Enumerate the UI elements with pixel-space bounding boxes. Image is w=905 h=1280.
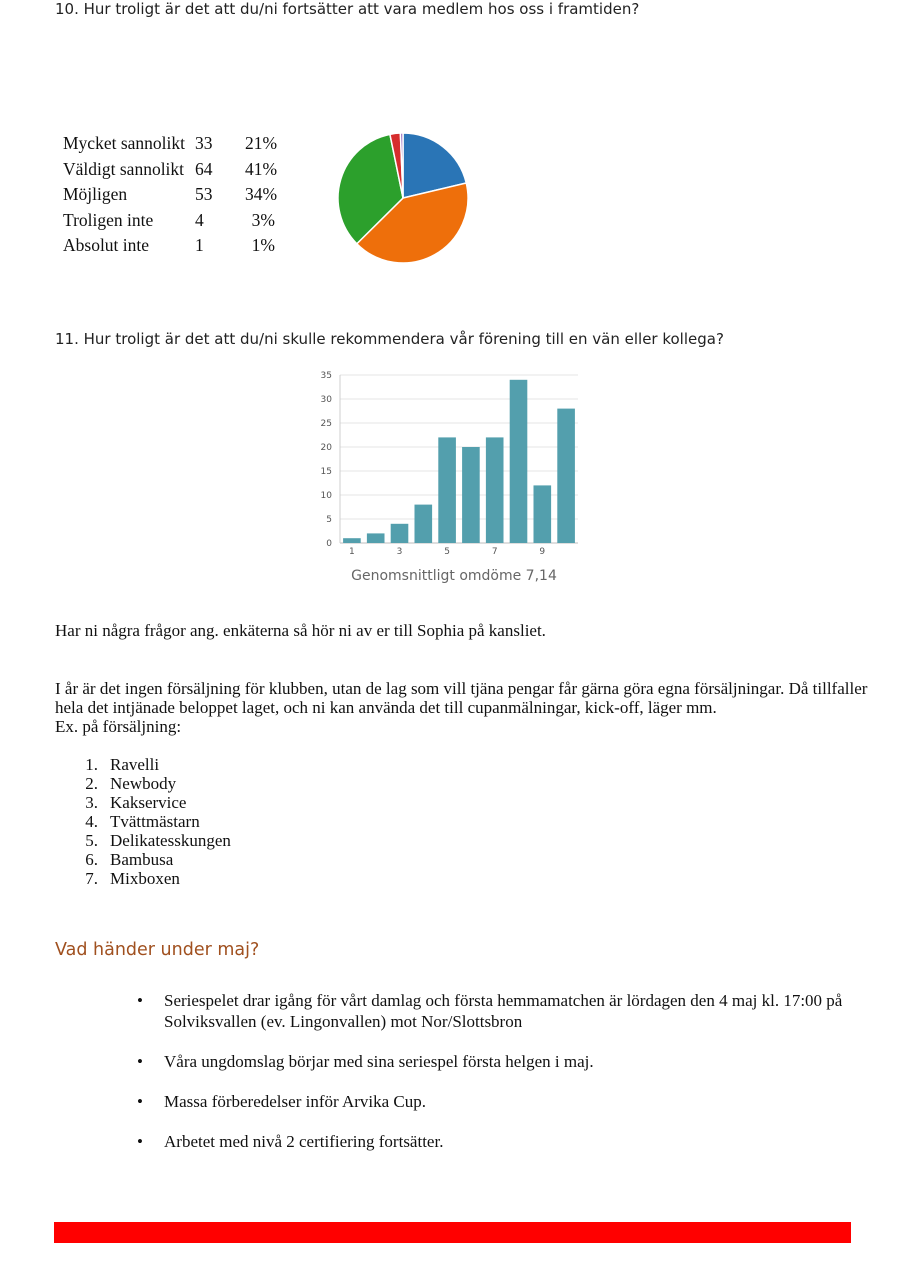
x-tick-label: 9 xyxy=(539,547,546,557)
sales-item-text: Bambusa xyxy=(110,850,174,869)
pie-legend-pct: 1% xyxy=(251,235,275,255)
bar-1 xyxy=(343,538,361,543)
bullet-icon: • xyxy=(137,1092,143,1111)
bar-5 xyxy=(438,437,456,543)
pie-legend-label: Väldigt sannolikt xyxy=(63,158,185,179)
pie-chart xyxy=(335,130,471,266)
may-list xyxy=(135,990,855,1171)
pie-legend-count: 64 xyxy=(195,158,213,179)
bar-6 xyxy=(462,447,480,543)
bullet-icon: • xyxy=(137,991,143,1010)
x-tick-label: 3 xyxy=(396,547,403,557)
y-tick-label: 15 xyxy=(320,467,332,477)
question-11: 11. Hur troligt är det att du/ni skulle rekommendera vår förening till en vän eller kollega? xyxy=(55,330,724,348)
y-tick-label: 30 xyxy=(320,395,332,405)
pie-legend-count: 4 xyxy=(195,209,204,230)
sales-item xyxy=(78,869,231,888)
pie-legend-count: 53 xyxy=(195,184,213,204)
pie-legend-pct: 34% xyxy=(245,184,278,204)
y-tick-label: 35 xyxy=(320,371,332,381)
pie-legend-pct: 3% xyxy=(251,209,275,230)
bar-10 xyxy=(557,409,575,543)
pie-legend-count: 1 xyxy=(195,235,204,255)
y-tick-label: 20 xyxy=(320,443,332,453)
sales-item-number: 5. xyxy=(85,831,98,850)
bar-chart xyxy=(310,365,590,590)
sales-item xyxy=(78,755,231,774)
sales-item-text: Tvättmästarn xyxy=(110,812,200,831)
may-item xyxy=(135,1051,855,1072)
pie-legend-count: 33 xyxy=(195,133,213,153)
chart-caption: Genomsnittligt omdöme 7,14 xyxy=(351,568,557,584)
bar-4 xyxy=(414,505,432,543)
x-tick-label: 7 xyxy=(491,547,498,557)
sales-item-number: 7. xyxy=(85,869,98,888)
sales-item-text: Delikatesskungen xyxy=(110,831,231,850)
pie-legend-label: Mycket sannolikt xyxy=(63,133,185,153)
y-tick-label: 0 xyxy=(326,539,332,549)
may-item-text: Seriespelet drar igång för vårt damlag och första hemmamatchen är lördagen den 4 maj kl. 17:00 på Solviksvallen (ev. Lingonvallen) mot Nor/Slottsbron xyxy=(164,991,843,1031)
sales-item xyxy=(78,831,231,850)
sales-item-number: 2. xyxy=(85,774,98,793)
may-item xyxy=(135,1131,855,1152)
y-tick-label: 25 xyxy=(320,419,332,429)
sales-item-text: Kakservice xyxy=(110,793,187,812)
bar-3 xyxy=(391,524,409,543)
sales-item-text: Mixboxen xyxy=(110,869,180,888)
may-item-text: Arbetet med nivå 2 certifiering fortsätter. xyxy=(164,1132,444,1151)
bullet-icon: • xyxy=(137,1052,143,1071)
may-item xyxy=(135,990,855,1032)
sales-examples-label: Ex. på försäljning: xyxy=(55,717,182,736)
sales-item-number: 3. xyxy=(85,793,98,812)
bar-8 xyxy=(510,380,528,543)
bar-2 xyxy=(367,533,385,543)
y-tick-label: 10 xyxy=(320,491,332,501)
sales-item-number: 1. xyxy=(85,755,98,774)
sales-item-number: 6. xyxy=(85,850,98,869)
may-heading: Vad händer under maj? xyxy=(55,940,260,960)
sales-paragraph xyxy=(55,679,875,736)
sales-item xyxy=(78,850,231,869)
questions-paragraph: Har ni några frågor ang. enkäterna så hör ni av er till Sophia på kansliet. xyxy=(55,621,546,640)
bar-9 xyxy=(533,485,551,543)
bar-7 xyxy=(486,437,504,543)
bullet-icon: • xyxy=(137,1132,143,1151)
footer-red-bar xyxy=(54,1222,851,1243)
pie-legend-pct: 21% xyxy=(245,133,278,153)
pie-legend-label: Absolut inte xyxy=(63,235,150,255)
may-item xyxy=(135,1091,855,1112)
sales-paragraph-text: I år är det ingen försäljning för klubben, utan de lag som vill tjäna pengar får gärna göra egna försäljningar. Då tillfaller hela det intjänade beloppet laget, och ni kan använda det till cupanmälningar, kick-off, läger mm. xyxy=(55,679,868,717)
sales-item xyxy=(78,812,231,831)
may-item-text: Våra ungdomslag börjar med sina seriespel första helgen i maj. xyxy=(164,1052,594,1071)
sales-item-number: 4. xyxy=(85,812,98,831)
sales-list xyxy=(78,755,231,888)
sales-item xyxy=(78,793,231,812)
sales-item-text: Ravelli xyxy=(110,755,160,774)
sales-item xyxy=(78,774,231,793)
x-tick-label: 1 xyxy=(349,547,355,557)
may-item-text: Massa förberedelser inför Arvika Cup. xyxy=(164,1092,427,1111)
sales-item-text: Newbody xyxy=(110,774,177,793)
y-tick-label: 5 xyxy=(326,515,332,525)
x-tick-label: 5 xyxy=(444,547,450,557)
pie-legend-label: Möjligen xyxy=(63,184,128,204)
pie-legend-label: Troligen inte xyxy=(63,209,154,230)
pie-legend-pct: 41% xyxy=(245,158,278,179)
question-10: 10. Hur troligt är det att du/ni fortsätter att vara medlem hos oss i framtiden? xyxy=(55,0,640,18)
